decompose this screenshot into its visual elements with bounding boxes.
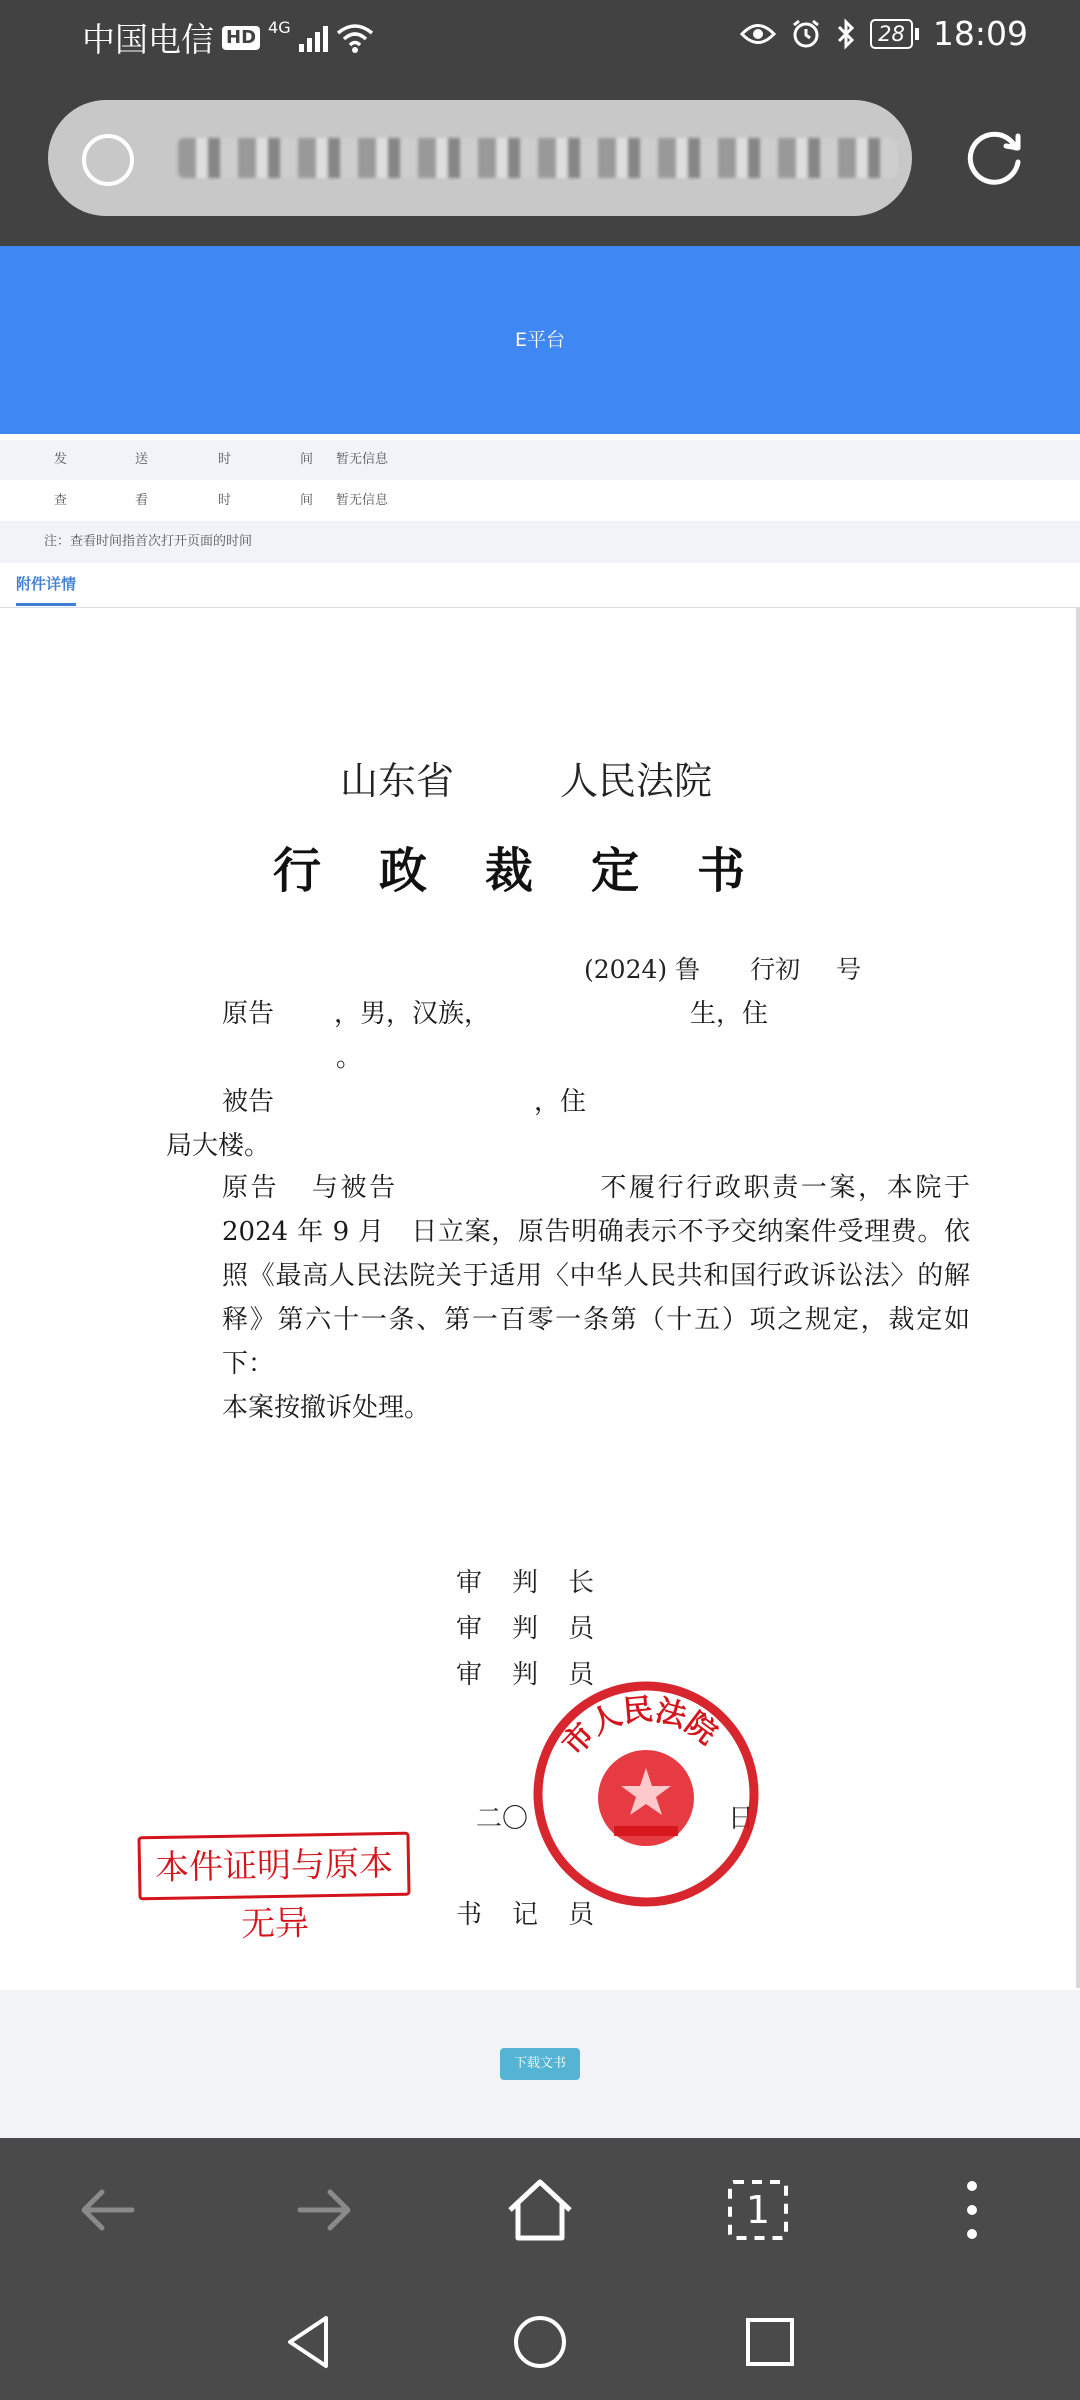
paragraph-body bbox=[166, 1166, 970, 1386]
system-navigation-bar bbox=[0, 2282, 1080, 2400]
document-viewer[interactable] bbox=[0, 608, 1080, 1988]
case-number bbox=[584, 950, 861, 987]
p1-d: 。 bbox=[336, 1043, 363, 1073]
paragraph-plaintiff bbox=[166, 992, 970, 1080]
tabs-button[interactable] bbox=[722, 2174, 794, 2246]
presiding-judge-line: 审判长 bbox=[456, 1568, 625, 1598]
send-time-value: 暂无信息 bbox=[336, 452, 389, 467]
judge-line-1: 审判员 bbox=[456, 1614, 625, 1644]
court-seal-icon bbox=[528, 1676, 764, 1912]
page-title: E平台 bbox=[514, 329, 565, 351]
paragraph-ruling: 本案按撤诉处理。 bbox=[222, 1393, 431, 1423]
court-prefix: 山东省 bbox=[340, 759, 455, 803]
note-text: 注：查看时间指首次打开页面的时间 bbox=[44, 534, 253, 549]
download-area bbox=[0, 1990, 1080, 2138]
eye-icon bbox=[740, 21, 776, 47]
browser-toolbar bbox=[0, 72, 1080, 246]
date-suffix: 日 bbox=[728, 1804, 755, 1834]
p1-b: ，男，汉族， bbox=[334, 999, 491, 1029]
judge-line-2: 审判员 bbox=[456, 1660, 625, 1690]
browser-bottom-toolbar bbox=[0, 2138, 1080, 2282]
p3-d: 日立案，原告明确表示不予交纳案件受理费。依照《最高人民法院关于适用〈中华人民共和国行政诉讼法〉的解释》第六十一条、第一百零一条第（十五）项之规定，裁定如下： bbox=[222, 1217, 970, 1379]
tab-bar bbox=[0, 565, 1080, 608]
download-document-button[interactable]: 下载文书 bbox=[500, 2048, 580, 2080]
send-time-row bbox=[0, 440, 1080, 480]
clerk-line: 书记员 bbox=[456, 1900, 625, 1930]
clock-time: 18:09 bbox=[932, 14, 1028, 53]
battery-icon bbox=[870, 19, 919, 49]
label-char: 时 bbox=[218, 493, 232, 508]
tab-count: 1 bbox=[745, 2188, 771, 2232]
p2-a: 被告 bbox=[222, 1087, 275, 1117]
more-menu-icon[interactable] bbox=[936, 2174, 1008, 2246]
label-char: 发 bbox=[54, 452, 68, 467]
wifi-icon bbox=[336, 23, 374, 53]
p3-a: 原告 bbox=[222, 1173, 280, 1203]
address-bar[interactable] bbox=[48, 100, 912, 216]
page-header bbox=[0, 246, 1080, 434]
case-no-suffix: 号 bbox=[836, 955, 862, 984]
paragraph-defendant bbox=[166, 1080, 970, 1168]
view-time-row bbox=[0, 481, 1080, 521]
status-left bbox=[82, 14, 374, 61]
battery-level: 28 bbox=[870, 19, 913, 49]
site-info-icon[interactable] bbox=[82, 134, 134, 186]
carrier-label: 中国电信 bbox=[82, 20, 214, 59]
hd-badge: HD bbox=[222, 26, 260, 50]
case-no-mid: 行初 bbox=[750, 955, 801, 984]
redacted-url bbox=[178, 138, 898, 178]
date-prefix: 二〇 bbox=[476, 1804, 529, 1834]
court-name bbox=[340, 750, 712, 805]
label-char: 查 bbox=[54, 493, 68, 508]
view-time-value: 暂无信息 bbox=[336, 493, 389, 508]
status-bar bbox=[0, 0, 1080, 72]
nav-back-icon[interactable] bbox=[280, 2312, 340, 2372]
p2-b: ，住 bbox=[534, 1087, 587, 1117]
tab-attachment-details[interactable]: 附件详情 bbox=[16, 565, 76, 606]
document-title: 行政裁定书 bbox=[272, 843, 803, 899]
label-char: 间 bbox=[300, 452, 314, 467]
p3-b: 与被告 bbox=[309, 1173, 398, 1203]
label-char: 送 bbox=[135, 452, 149, 467]
label-char: 间 bbox=[300, 493, 314, 508]
back-arrow-icon[interactable] bbox=[72, 2174, 144, 2246]
label-char: 时 bbox=[218, 452, 232, 467]
seal-text: 市人民法院 bbox=[555, 1692, 724, 1763]
p2-c: 局大楼。 bbox=[166, 1131, 271, 1161]
reload-icon[interactable] bbox=[962, 124, 1028, 190]
court-suffix: 人民法院 bbox=[560, 759, 713, 803]
signal-icon bbox=[299, 24, 328, 52]
forward-arrow-icon[interactable] bbox=[288, 2174, 360, 2246]
note-row bbox=[0, 521, 1080, 563]
p1-c: 生，住 bbox=[690, 999, 769, 1029]
nav-home-icon[interactable] bbox=[510, 2312, 570, 2372]
p1-a: 原告 bbox=[222, 999, 275, 1029]
bluetooth-icon bbox=[836, 18, 856, 50]
status-right bbox=[740, 14, 1028, 53]
label-char: 看 bbox=[135, 493, 149, 508]
p3-c: 不履行行政职责一案，本院于 2024 年 9 月 bbox=[222, 1173, 970, 1247]
home-icon[interactable] bbox=[504, 2174, 576, 2246]
certified-copy-stamp: 本件证明与原本无异 bbox=[137, 1832, 410, 1901]
case-no-prefix: (2024) 鲁 bbox=[584, 955, 701, 984]
alarm-icon bbox=[790, 18, 822, 50]
network-type: 4G bbox=[268, 18, 291, 37]
nav-recents-icon[interactable] bbox=[740, 2312, 800, 2372]
